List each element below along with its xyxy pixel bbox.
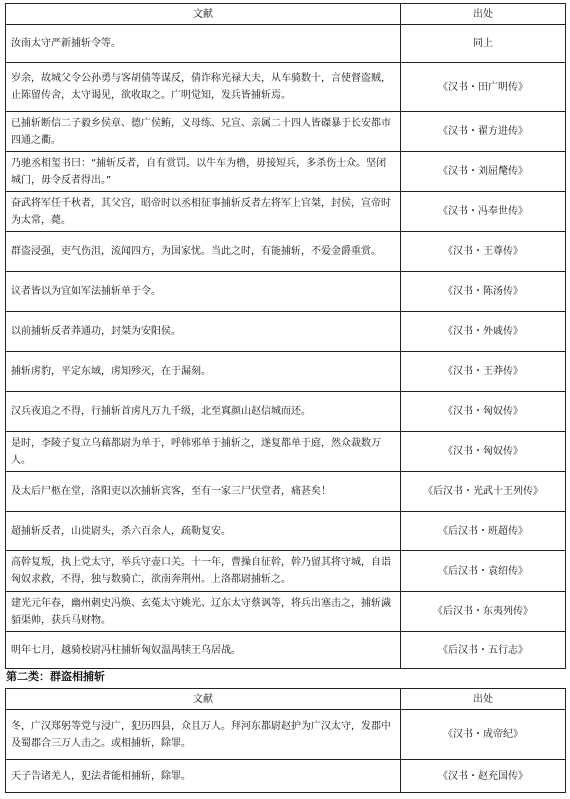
table-row [6, 112, 566, 152]
table-row [6, 63, 566, 112]
row-source: 《汉书・田广明传》 [401, 63, 566, 112]
header-source: 出处 [401, 689, 566, 710]
row-text: 建光元年春，幽州刺史冯焕、玄菟太守姚光、辽东太守蔡讽等，将兵出塞击之，捕斩濊貊渠帅，获兵马财物。 [6, 592, 401, 632]
table-row [6, 192, 566, 232]
row-source: 《后汉书・光武十王列传》 [401, 472, 566, 512]
table-header-row [6, 4, 566, 25]
table-row [6, 392, 566, 432]
row-source: 《汉书・翟方进传》 [401, 112, 566, 152]
row-text: 汉兵夜追之不得，行捕斩首虏凡万九千级，北至窴颜山赵信城而还。 [6, 392, 401, 432]
table-row [6, 760, 566, 793]
table-row [6, 272, 566, 312]
literature-table-2 [5, 688, 566, 793]
literature-table-1 [5, 3, 566, 669]
row-text: 高幹复叛，执上党太守，举兵守壶口关。十一年，曹操自征幹，幹乃留其将守城，自诣匈奴求救，不得，独与数骑亡，欲南奔荆州。上洛都尉捕斩之。 [6, 551, 401, 592]
row-text: 是时，李陵子复立乌藉都尉为单于，呼韩邪单于捕斩之，遂复都单于庭，然众裁数万人。 [6, 432, 401, 472]
table-row [6, 152, 566, 192]
table-row [6, 592, 566, 632]
table-header-row [6, 689, 566, 710]
table-row [6, 632, 566, 669]
row-source: 《汉书・陈汤传》 [401, 272, 566, 312]
row-source: 《汉书・刘屈氂传》 [401, 152, 566, 192]
row-source: 《后汉书・班超传》 [401, 512, 566, 551]
table-row [6, 352, 566, 392]
row-text: 及太后尸柩在堂，洛阳吏以次捕斩宾客，至有一家三尸伏堂者，痛甚矣！ [6, 472, 401, 512]
row-source: 《汉书・匈奴传》 [401, 392, 566, 432]
table-row [6, 710, 566, 760]
header-literature: 文献 [6, 689, 401, 710]
table-row [6, 472, 566, 512]
row-text: 岁余，故城父令公孙勇与客胡倩等谋反，倩诈称光禄大夫，从车骑数十，言使督盗贼，止陈留传舍，太守谒见，欲收取之。广明觉知，发兵皆捕斩焉。 [6, 63, 401, 112]
row-source: 《后汉书・袁绍传》 [401, 551, 566, 592]
header-literature: 文献 [6, 4, 401, 25]
row-text: 冬，广汉郑躬等党与浸广，犯历四县，众且万人。拜河东都尉赵护为广汉太守，发郡中及蜀郡合三万人击之。或相捕斩，除罪。 [6, 710, 401, 760]
table-row [6, 512, 566, 551]
table-row [6, 432, 566, 472]
row-source: 《汉书・外戚传》 [401, 312, 566, 352]
row-source: 《后汉书・五行志》 [401, 632, 566, 669]
table-row [6, 312, 566, 352]
row-source: 《汉书・匈奴传》 [401, 432, 566, 472]
row-text: 天子告诸羌人，犯法者能相捕斩，除罪。 [6, 760, 401, 793]
row-text: 以前捕斩反者莽通功，封桀为安阳侯。 [6, 312, 401, 352]
row-source: 《汉书・成帝纪》 [401, 710, 566, 760]
row-source: 《汉书・冯奉世传》 [401, 192, 566, 232]
row-source: 《汉书・赵充国传》 [401, 760, 566, 793]
row-source: 《汉书・王莽传》 [401, 352, 566, 392]
row-text: 乃驰丞相玺书曰：“捕斩反者，自有赏罚。以牛车为橹，毋接短兵，多杀伤士众。坚闭城门，毋令反者得出。” [6, 152, 401, 192]
header-source: 出处 [401, 4, 566, 25]
row-text: 已捕斩断信二子毅乡侯章、德广侯鲔，义母练、兄宣、亲属二十四人皆磔暴于长安都市四通之衢。 [6, 112, 401, 152]
row-source: 同上 [401, 25, 566, 63]
row-text: 捕斩虏豹，平定东域，虏知殄灭，在于漏刻。 [6, 352, 401, 392]
row-text: 议者皆以为宜如军法捕斩单于令。 [6, 272, 401, 312]
table-row [6, 25, 566, 63]
row-text: 群盗浸强，吏气伤沮，流闻四方，为国家忧。当此之时，有能捕斩，不爱金爵重赏。 [6, 232, 401, 272]
row-source: 《后汉书・东夷列传》 [401, 592, 566, 632]
row-text: 奋武将军任千秋者，其父宫，昭帝时以丞相征事捕斩反者左将军上官桀，封侯，宣帝时为太常，薨。 [6, 192, 401, 232]
row-text: 超捕斩反者，山徙尉头，杀六百余人，疏勒复安。 [6, 512, 401, 551]
row-text: 汝南太守严新捕斩令等。 [6, 25, 401, 63]
table-row [6, 551, 566, 592]
row-source: 《汉书・王尊传》 [401, 232, 566, 272]
row-text: 明年七月，越骑校尉冯柱捕斩匈奴温禺犊王乌居战。 [6, 632, 401, 669]
section-title: 第二类：群盗相捕斩 [6, 670, 105, 683]
table-row [6, 232, 566, 272]
